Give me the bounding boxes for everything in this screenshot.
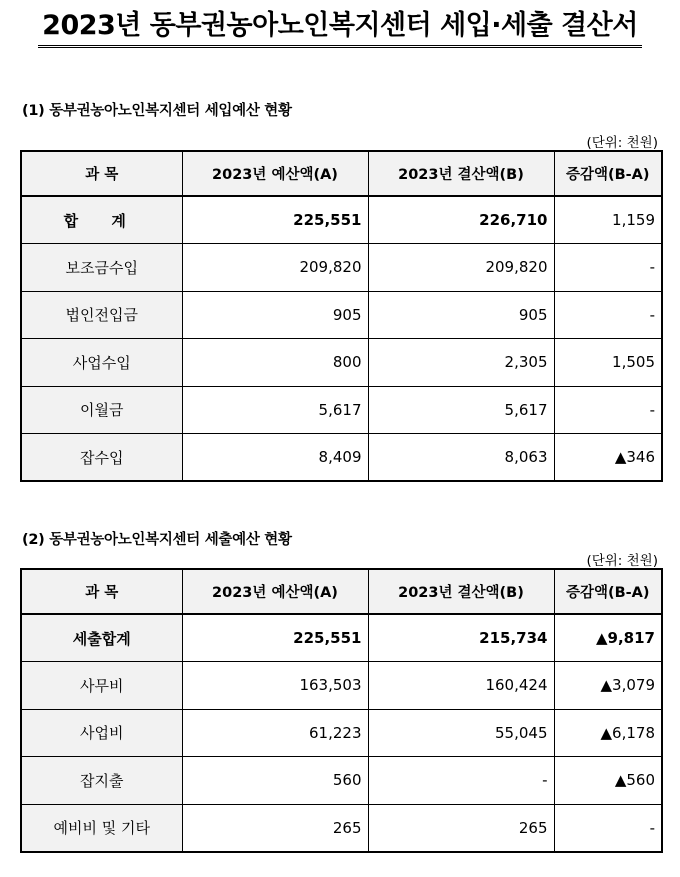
header-settled: 2023년 결산액(B)	[368, 151, 554, 196]
row-settled: 209,820	[368, 244, 554, 292]
row-label: 사업수입	[21, 339, 182, 387]
row-budget: 560	[182, 757, 368, 805]
header-diff: 증감액(B-A)	[554, 569, 662, 614]
row-label: 사무비	[21, 662, 182, 710]
row-diff: 1,505	[554, 339, 662, 387]
table-row	[21, 434, 662, 482]
row-diff: ▲560	[554, 757, 662, 805]
expense-unit-label: (단위: 천원)	[586, 553, 658, 569]
row-settled: 905	[368, 291, 554, 339]
table-row	[21, 804, 662, 852]
expense-total-row	[21, 614, 662, 662]
row-label: 보조금수입	[21, 244, 182, 292]
row-budget: 5,617	[182, 386, 368, 434]
header-settled: 2023년 결산액(B)	[368, 569, 554, 614]
row-settled: 2,305	[368, 339, 554, 387]
row-settled: 5,617	[368, 386, 554, 434]
row-settled: -	[368, 757, 554, 805]
table-row	[21, 291, 662, 339]
row-budget: 61,223	[182, 709, 368, 757]
table-row	[21, 662, 662, 710]
expense-header-row	[21, 569, 662, 614]
row-settled: 8,063	[368, 434, 554, 482]
row-label: 잡수입	[21, 434, 182, 482]
row-label: 사업비	[21, 709, 182, 757]
row-settled: 265	[368, 804, 554, 852]
row-diff: ▲346	[554, 434, 662, 482]
header-budget: 2023년 예산액(A)	[182, 151, 368, 196]
row-diff: ▲6,178	[554, 709, 662, 757]
row-label: 이월금	[21, 386, 182, 434]
header-subject: 과 목	[21, 151, 182, 196]
income-total-row	[21, 196, 662, 244]
table-row	[21, 709, 662, 757]
row-settled: 55,045	[368, 709, 554, 757]
row-diff: -	[554, 291, 662, 339]
expense-section-title: (2) 동부권농아노인복지센터 세출예산 현황	[22, 532, 292, 548]
income-table	[20, 150, 663, 482]
row-label: 법인전입금	[21, 291, 182, 339]
row-label: 잡지출	[21, 757, 182, 805]
row-label: 합 계	[21, 196, 182, 244]
row-budget: 905	[182, 291, 368, 339]
table-row	[21, 339, 662, 387]
expense-table	[20, 568, 663, 853]
row-diff: -	[554, 804, 662, 852]
header-subject: 과 목	[21, 569, 182, 614]
row-budget: 209,820	[182, 244, 368, 292]
row-label: 세출합계	[21, 614, 182, 662]
row-budget: 265	[182, 804, 368, 852]
header-diff: 증감액(B-A)	[554, 151, 662, 196]
row-label: 예비비 및 기타	[21, 804, 182, 852]
row-budget: 163,503	[182, 662, 368, 710]
row-diff: ▲9,817	[554, 614, 662, 662]
row-budget: 225,551	[182, 614, 368, 662]
document-title: 2023년 동부권농아노인복지센터 세입·세출 결산서	[38, 8, 642, 48]
row-settled: 215,734	[368, 614, 554, 662]
header-budget: 2023년 예산액(A)	[182, 569, 368, 614]
row-settled: 160,424	[368, 662, 554, 710]
document-title-wrapper	[0, 8, 680, 48]
row-diff: 1,159	[554, 196, 662, 244]
row-budget: 225,551	[182, 196, 368, 244]
income-header-row	[21, 151, 662, 196]
row-diff: ▲3,079	[554, 662, 662, 710]
table-row	[21, 244, 662, 292]
row-diff: -	[554, 386, 662, 434]
table-row	[21, 757, 662, 805]
row-budget: 8,409	[182, 434, 368, 482]
income-section-title: (1) 동부권농아노인복지센터 세입예산 현황	[22, 103, 292, 119]
income-unit-label: (단위: 천원)	[586, 135, 658, 151]
row-settled: 226,710	[368, 196, 554, 244]
row-diff: -	[554, 244, 662, 292]
row-budget: 800	[182, 339, 368, 387]
table-row	[21, 386, 662, 434]
